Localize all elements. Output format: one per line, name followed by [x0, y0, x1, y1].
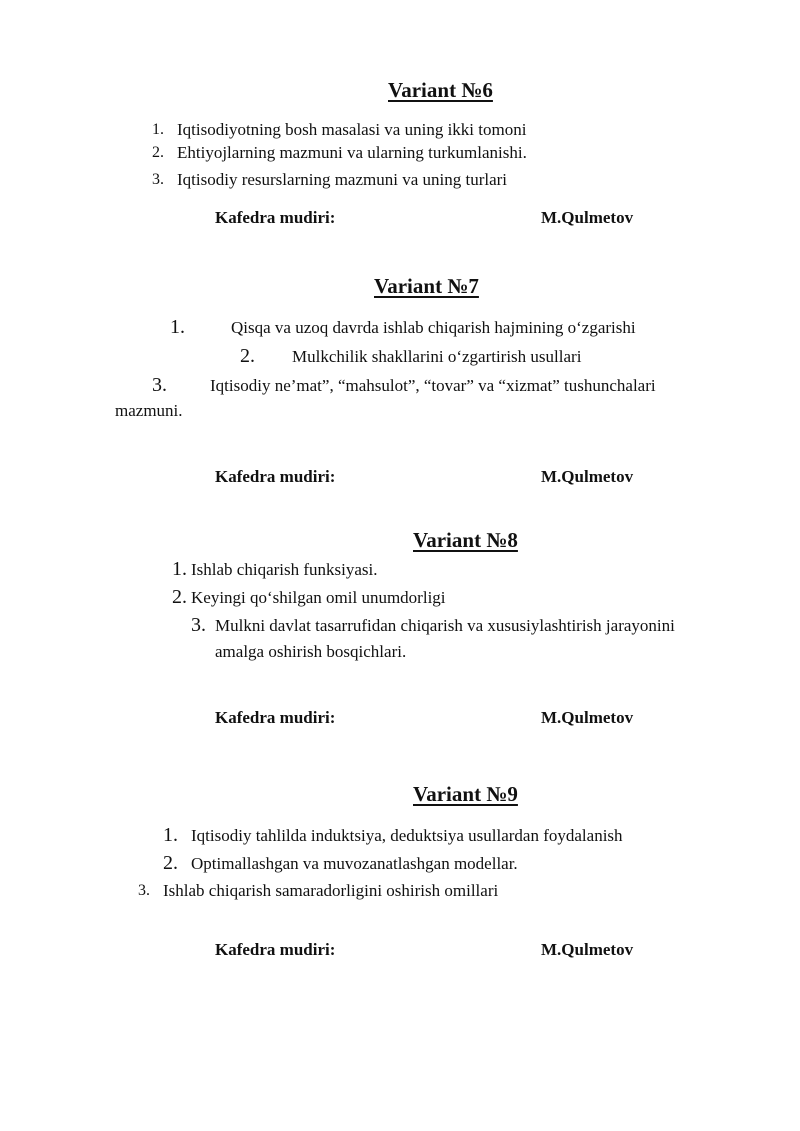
- item-text: Keyingi qo‘shilgan omil unumdorligi: [191, 588, 446, 607]
- item-number: 2.: [163, 852, 178, 874]
- item-text: Ishlab chiqarish samaradorligini oshirish omillari: [163, 881, 499, 900]
- item-text: Ehtiyojlarning mazmuni va ularning turkumlanishi.: [177, 143, 527, 162]
- item-number: 2.: [172, 586, 187, 608]
- signature-label: Kafedra mudiri:: [215, 708, 336, 727]
- item-number: 3.: [152, 374, 167, 396]
- item-text: Iqtisodiy ne’mat”, “mahsulot”, “tovar” va “xizmat” tushunchalari: [210, 376, 656, 395]
- item-text-continuation: mazmuni.: [115, 401, 183, 420]
- item-text: Mulkni davlat tasarrufidan chiqarish va xususiylashtirish jarayonini: [215, 616, 675, 635]
- section-title: Variant №6: [388, 78, 493, 102]
- signature-label: Kafedra mudiri:: [215, 467, 336, 486]
- signature-label: Kafedra mudiri:: [215, 940, 336, 959]
- item-number: 3.: [138, 882, 150, 899]
- section-title: Variant №9: [413, 782, 518, 806]
- item-text: Optimallashgan va muvozanatlashgan modellar.: [191, 854, 518, 873]
- signature-name: M.Qulmetov: [541, 467, 634, 486]
- item-text: Iqtisodiy resurslarning mazmuni va uning turlari: [177, 170, 508, 189]
- item-text: Iqtisodiyotning bosh masalasi va uning ikki tomoni: [177, 120, 527, 139]
- item-number: 1.: [152, 121, 164, 138]
- signature-name: M.Qulmetov: [541, 208, 634, 227]
- item-text: Iqtisodiy tahlilda induktsiya, deduktsiya usullardan foydalanish: [191, 826, 623, 845]
- item-text: Ishlab chiqarish funksiyasi.: [191, 560, 378, 579]
- item-number: 2.: [240, 345, 255, 367]
- signature-name: M.Qulmetov: [541, 708, 634, 727]
- section-title: Variant №8: [413, 528, 518, 552]
- item-number: 3.: [191, 614, 206, 636]
- item-text: Qisqa va uzoq davrda ishlab chiqarish hajmining o‘zgarishi: [231, 318, 636, 337]
- item-number: 1.: [163, 824, 178, 846]
- signature-label: Kafedra mudiri:: [215, 208, 336, 227]
- section-title: Variant №7: [374, 274, 479, 298]
- item-number: 3.: [152, 171, 164, 188]
- item-number: 1.: [172, 558, 187, 580]
- item-text-continuation: amalga oshirish bosqichlari.: [215, 642, 407, 661]
- item-number: 1.: [170, 316, 185, 338]
- item-text: Mulkchilik shakllarini o‘zgartirish usullari: [292, 347, 582, 366]
- item-number: 2.: [152, 144, 164, 161]
- signature-name: M.Qulmetov: [541, 940, 634, 959]
